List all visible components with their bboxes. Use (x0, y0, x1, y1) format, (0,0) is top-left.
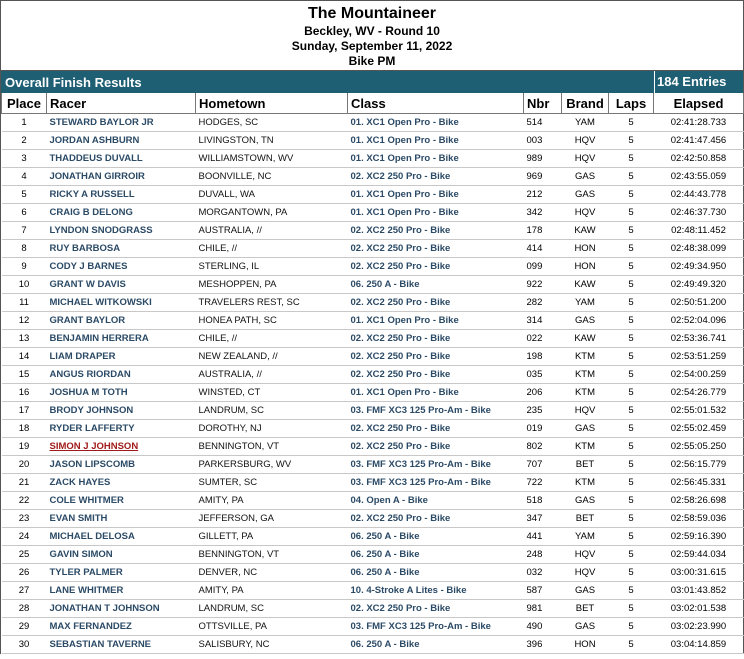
racer-name[interactable]: JORDAN ASHBURN (47, 132, 196, 150)
table-row (2, 420, 744, 438)
number-cell: 969 (524, 168, 562, 186)
elapsed-cell: 02:55:01.532 (654, 402, 744, 420)
brand-cell: KAW (562, 276, 609, 294)
class-cell[interactable]: 02. XC2 250 Pro - Bike (348, 240, 524, 258)
hometown-cell: BENNINGTON, VT (196, 546, 348, 564)
laps-cell: 5 (609, 222, 654, 240)
number-cell: 022 (524, 330, 562, 348)
number-cell: 099 (524, 258, 562, 276)
col-header-racer[interactable]: Racer (47, 93, 196, 114)
elapsed-cell: 02:58:26.698 (654, 492, 744, 510)
elapsed-cell: 02:58:59.036 (654, 510, 744, 528)
racer-name[interactable]: LIAM DRAPER (47, 348, 196, 366)
brand-cell: BET (562, 456, 609, 474)
laps-cell: 5 (609, 366, 654, 384)
place-cell: 21 (2, 474, 47, 492)
racer-name[interactable]: SIMON J JOHNSON (47, 438, 196, 456)
class-cell[interactable]: 02. XC2 250 Pro - Bike (348, 420, 524, 438)
event-session: Bike PM (348, 54, 396, 68)
place-cell: 22 (2, 492, 47, 510)
hometown-cell: MORGANTOWN, PA (196, 204, 348, 222)
racer-name[interactable]: LYNDON SNODGRASS (47, 222, 196, 240)
place-cell: 18 (2, 420, 47, 438)
laps-cell: 5 (609, 204, 654, 222)
number-cell: 178 (524, 222, 562, 240)
place-cell: 23 (2, 510, 47, 528)
event-header (1, 1, 743, 70)
laps-cell: 5 (609, 294, 654, 312)
col-header-class[interactable]: Class (348, 93, 524, 114)
class-cell[interactable]: 02. XC2 250 Pro - Bike (348, 348, 524, 366)
place-cell: 10 (2, 276, 47, 294)
brand-cell: HQV (562, 204, 609, 222)
table-row (2, 222, 744, 240)
place-cell: 24 (2, 528, 47, 546)
class-cell[interactable]: 02. XC2 250 Pro - Bike (348, 366, 524, 384)
table-row (2, 150, 744, 168)
racer-name[interactable]: BRODY JOHNSON (47, 402, 196, 420)
brand-cell: GAS (562, 168, 609, 186)
number-cell: 587 (524, 582, 562, 600)
racer-name[interactable]: SEBASTIAN TAVERNE (47, 636, 196, 654)
number-cell: 707 (524, 456, 562, 474)
brand-cell: GAS (562, 582, 609, 600)
hometown-cell: AMITY, PA (196, 582, 348, 600)
table-row (2, 546, 744, 564)
racer-name[interactable]: RUY BARBOSA (47, 240, 196, 258)
table-row (2, 114, 744, 132)
brand-cell: GAS (562, 492, 609, 510)
hometown-cell: AUSTRALIA, // (196, 222, 348, 240)
table-row (2, 168, 744, 186)
hometown-cell: AMITY, PA (196, 492, 348, 510)
place-cell: 9 (2, 258, 47, 276)
number-cell: 922 (524, 276, 562, 294)
brand-cell: BET (562, 510, 609, 528)
table-row (2, 348, 744, 366)
table-row (2, 456, 744, 474)
class-cell[interactable]: 01. XC1 Open Pro - Bike (348, 150, 524, 168)
number-cell: 032 (524, 564, 562, 582)
hometown-cell: LIVINGSTON, TN (196, 132, 348, 150)
table-row (2, 132, 744, 150)
laps-cell: 5 (609, 600, 654, 618)
results-table (1, 93, 744, 654)
class-cell[interactable]: 02. XC2 250 Pro - Bike (348, 258, 524, 276)
place-cell: 29 (2, 618, 47, 636)
table-row (2, 582, 744, 600)
place-cell: 26 (2, 564, 47, 582)
number-cell: 802 (524, 438, 562, 456)
table-row (2, 528, 744, 546)
elapsed-cell: 02:59:44.034 (654, 546, 744, 564)
elapsed-cell: 02:42:50.858 (654, 150, 744, 168)
elapsed-cell: 02:43:55.059 (654, 168, 744, 186)
elapsed-cell: 02:53:51.259 (654, 348, 744, 366)
laps-cell: 5 (609, 402, 654, 420)
place-cell: 20 (2, 456, 47, 474)
class-cell[interactable]: 06. 250 A - Bike (348, 546, 524, 564)
place-cell: 1 (2, 114, 47, 132)
class-cell[interactable]: 10. 4-Stroke A Lites - Bike (348, 582, 524, 600)
place-cell: 28 (2, 600, 47, 618)
laps-cell: 5 (609, 114, 654, 132)
brand-cell: YAM (562, 294, 609, 312)
brand-cell: HQV (562, 564, 609, 582)
number-cell: 490 (524, 618, 562, 636)
table-row (2, 258, 744, 276)
place-cell: 2 (2, 132, 47, 150)
number-cell: 347 (524, 510, 562, 528)
class-cell[interactable]: 03. FMF XC3 125 Pro-Am - Bike (348, 456, 524, 474)
brand-cell: YAM (562, 114, 609, 132)
laps-cell: 5 (609, 150, 654, 168)
racer-name[interactable]: CRAIG B DELONG (47, 204, 196, 222)
hometown-cell: WINSTED, CT (196, 384, 348, 402)
event-location-round: Beckley, WV - Round 10 (304, 24, 440, 38)
brand-cell: HQV (562, 132, 609, 150)
class-cell[interactable]: 01. XC1 Open Pro - Bike (348, 204, 524, 222)
laps-cell: 5 (609, 168, 654, 186)
class-cell[interactable]: 04. Open A - Bike (348, 492, 524, 510)
number-cell: 342 (524, 204, 562, 222)
class-cell[interactable]: 02. XC2 250 Pro - Bike (348, 294, 524, 312)
col-header-laps[interactable]: Laps (609, 93, 654, 114)
table-row (2, 366, 744, 384)
place-cell: 7 (2, 222, 47, 240)
class-cell[interactable]: 01. XC1 Open Pro - Bike (348, 132, 524, 150)
table-row (2, 384, 744, 402)
col-header-hometown[interactable]: Hometown (196, 93, 348, 114)
hometown-cell: SALISBURY, NC (196, 636, 348, 654)
place-cell: 8 (2, 240, 47, 258)
hometown-cell: LANDRUM, SC (196, 600, 348, 618)
number-cell: 206 (524, 384, 562, 402)
laps-cell: 5 (609, 258, 654, 276)
number-cell: 981 (524, 600, 562, 618)
class-cell[interactable]: 06. 250 A - Bike (348, 636, 524, 654)
racer-name[interactable]: STEWARD BAYLOR JR (47, 114, 196, 132)
laps-cell: 5 (609, 312, 654, 330)
class-cell[interactable]: 06. 250 A - Bike (348, 528, 524, 546)
elapsed-cell: 02:48:11.452 (654, 222, 744, 240)
elapsed-cell: 03:01:43.852 (654, 582, 744, 600)
number-cell: 441 (524, 528, 562, 546)
laps-cell: 5 (609, 348, 654, 366)
class-cell[interactable]: 02. XC2 250 Pro - Bike (348, 510, 524, 528)
place-cell: 11 (2, 294, 47, 312)
hometown-cell: DUVALL, WA (196, 186, 348, 204)
class-cell[interactable]: 02. XC2 250 Pro - Bike (348, 600, 524, 618)
elapsed-cell: 02:48:38.099 (654, 240, 744, 258)
brand-cell: KTM (562, 348, 609, 366)
racer-name[interactable]: JONATHAN GIRROIR (47, 168, 196, 186)
laps-cell: 5 (609, 132, 654, 150)
elapsed-cell: 02:50:51.200 (654, 294, 744, 312)
brand-cell: HQV (562, 150, 609, 168)
racer-name[interactable]: GRANT W DAVIS (47, 276, 196, 294)
elapsed-cell: 02:54:26.779 (654, 384, 744, 402)
place-cell: 30 (2, 636, 47, 654)
number-cell: 518 (524, 492, 562, 510)
number-cell: 314 (524, 312, 562, 330)
brand-cell: GAS (562, 186, 609, 204)
elapsed-cell: 02:59:16.390 (654, 528, 744, 546)
laps-cell: 5 (609, 186, 654, 204)
laps-cell: 5 (609, 528, 654, 546)
table-row (2, 492, 744, 510)
place-cell: 12 (2, 312, 47, 330)
brand-cell: KTM (562, 384, 609, 402)
racer-name[interactable]: JONATHAN T JOHNSON (47, 600, 196, 618)
table-row (2, 330, 744, 348)
laps-cell: 5 (609, 510, 654, 528)
table-row (2, 402, 744, 420)
class-cell[interactable]: 02. XC2 250 Pro - Bike (348, 222, 524, 240)
racer-name[interactable]: RICKY A RUSSELL (47, 186, 196, 204)
class-cell[interactable]: 01. XC1 Open Pro - Bike (348, 312, 524, 330)
brand-cell: BET (562, 600, 609, 618)
racer-name[interactable]: THADDEUS DUVALL (47, 150, 196, 168)
brand-cell: HON (562, 240, 609, 258)
brand-cell: HON (562, 258, 609, 276)
laps-cell: 5 (609, 456, 654, 474)
racer-name[interactable]: ZACK HAYES (47, 474, 196, 492)
brand-cell: HQV (562, 402, 609, 420)
place-cell: 16 (2, 384, 47, 402)
laps-cell: 5 (609, 636, 654, 654)
brand-cell: GAS (562, 312, 609, 330)
entries-count: 184 Entries (654, 71, 743, 93)
place-cell: 14 (2, 348, 47, 366)
racer-name[interactable]: ANGUS RIORDAN (47, 366, 196, 384)
table-row (2, 474, 744, 492)
place-cell: 25 (2, 546, 47, 564)
laps-cell: 5 (609, 582, 654, 600)
number-cell: 248 (524, 546, 562, 564)
elapsed-cell: 02:49:34.950 (654, 258, 744, 276)
place-cell: 17 (2, 402, 47, 420)
racer-name[interactable]: GAVIN SIMON (47, 546, 196, 564)
laps-cell: 5 (609, 492, 654, 510)
laps-cell: 5 (609, 420, 654, 438)
elapsed-cell: 03:00:31.615 (654, 564, 744, 582)
place-cell: 27 (2, 582, 47, 600)
brand-cell: HON (562, 636, 609, 654)
laps-cell: 5 (609, 438, 654, 456)
hometown-cell: SUMTER, SC (196, 474, 348, 492)
hometown-cell: STERLING, IL (196, 258, 348, 276)
racer-name[interactable]: JOSHUA M TOTH (47, 384, 196, 402)
number-cell: 198 (524, 348, 562, 366)
elapsed-cell: 02:56:45.331 (654, 474, 744, 492)
hometown-cell: BOONVILLE, NC (196, 168, 348, 186)
hometown-cell: CHILE, // (196, 240, 348, 258)
elapsed-cell: 03:02:23.990 (654, 618, 744, 636)
class-cell[interactable]: 02. XC2 250 Pro - Bike (348, 330, 524, 348)
class-cell[interactable]: 01. XC1 Open Pro - Bike (348, 114, 524, 132)
laps-cell: 5 (609, 330, 654, 348)
hometown-cell: PARKERSBURG, WV (196, 456, 348, 474)
class-cell[interactable]: 01. XC1 Open Pro - Bike (348, 384, 524, 402)
hometown-cell: NEW ZEALAND, // (196, 348, 348, 366)
elapsed-cell: 02:46:37.730 (654, 204, 744, 222)
racer-name[interactable]: LANE WHITMER (47, 582, 196, 600)
laps-cell: 5 (609, 276, 654, 294)
racer-name[interactable]: EVAN SMITH (47, 510, 196, 528)
table-row (2, 294, 744, 312)
brand-cell: KAW (562, 222, 609, 240)
class-cell[interactable]: 03. FMF XC3 125 Pro-Am - Bike (348, 474, 524, 492)
elapsed-cell: 02:55:05.250 (654, 438, 744, 456)
elapsed-cell: 03:04:14.859 (654, 636, 744, 654)
brand-cell: GAS (562, 420, 609, 438)
hometown-cell: MESHOPPEN, PA (196, 276, 348, 294)
hometown-cell: GILLETT, PA (196, 528, 348, 546)
laps-cell: 5 (609, 474, 654, 492)
place-cell: 6 (2, 204, 47, 222)
laps-cell: 5 (609, 618, 654, 636)
place-cell: 19 (2, 438, 47, 456)
racer-name[interactable]: MICHAEL DELOSA (47, 528, 196, 546)
elapsed-cell: 02:44:43.778 (654, 186, 744, 204)
hometown-cell: HODGES, SC (196, 114, 348, 132)
hometown-cell: WILLIAMSTOWN, WV (196, 150, 348, 168)
col-header-brand[interactable]: Brand (562, 93, 609, 114)
results-bar (1, 70, 743, 93)
hometown-cell: JEFFERSON, GA (196, 510, 348, 528)
number-cell: 989 (524, 150, 562, 168)
laps-cell: 5 (609, 384, 654, 402)
laps-cell: 5 (609, 564, 654, 582)
racer-name[interactable]: COLE WHITMER (47, 492, 196, 510)
hometown-cell: CHILE, // (196, 330, 348, 348)
number-cell: 235 (524, 402, 562, 420)
number-cell: 722 (524, 474, 562, 492)
racer-name[interactable]: BENJAMIN HERRERA (47, 330, 196, 348)
number-cell: 035 (524, 366, 562, 384)
table-row (2, 636, 744, 654)
brand-cell: KTM (562, 474, 609, 492)
class-cell[interactable]: 01. XC1 Open Pro - Bike (348, 186, 524, 204)
table-header-row (2, 93, 744, 114)
brand-cell: KTM (562, 438, 609, 456)
laps-cell: 5 (609, 546, 654, 564)
hometown-cell: AUSTRALIA, // (196, 366, 348, 384)
event-title: The Mountaineer (307, 5, 436, 22)
brand-cell: HQV (562, 546, 609, 564)
racer-name[interactable]: GRANT BAYLOR (47, 312, 196, 330)
table-row (2, 564, 744, 582)
hometown-cell: LANDRUM, SC (196, 402, 348, 420)
elapsed-cell: 02:52:04.096 (654, 312, 744, 330)
table-row (2, 510, 744, 528)
table-row (2, 600, 744, 618)
hometown-cell: DOROTHY, NJ (196, 420, 348, 438)
elapsed-cell: 02:49:49.320 (654, 276, 744, 294)
elapsed-cell: 02:54:00.259 (654, 366, 744, 384)
table-row (2, 276, 744, 294)
hometown-cell: HONEA PATH, SC (196, 312, 348, 330)
laps-cell: 5 (609, 240, 654, 258)
place-cell: 4 (2, 168, 47, 186)
number-cell: 019 (524, 420, 562, 438)
number-cell: 414 (524, 240, 562, 258)
number-cell: 282 (524, 294, 562, 312)
table-row (2, 312, 744, 330)
elapsed-cell: 03:02:01.538 (654, 600, 744, 618)
number-cell: 514 (524, 114, 562, 132)
class-cell[interactable]: 03. FMF XC3 125 Pro-Am - Bike (348, 618, 524, 636)
hometown-cell: TRAVELERS REST, SC (196, 294, 348, 312)
brand-cell: KAW (562, 330, 609, 348)
brand-cell: YAM (562, 528, 609, 546)
elapsed-cell: 02:55:02.459 (654, 420, 744, 438)
table-row (2, 240, 744, 258)
event-date: Sunday, September 11, 2022 (291, 39, 453, 53)
class-cell[interactable]: 02. XC2 250 Pro - Bike (348, 168, 524, 186)
racer-name[interactable]: MICHAEL WITKOWSKI (47, 294, 196, 312)
racer-name[interactable]: RYDER LAFFERTY (47, 420, 196, 438)
racer-name[interactable]: MAX FERNANDEZ (47, 618, 196, 636)
class-cell[interactable]: 02. XC2 250 Pro - Bike (348, 438, 524, 456)
class-cell[interactable]: 03. FMF XC3 125 Pro-Am - Bike (348, 402, 524, 420)
racer-name[interactable]: TYLER PALMER (47, 564, 196, 582)
col-header-elapsed[interactable]: Elapsed (654, 93, 744, 114)
hometown-cell: DENVER, NC (196, 564, 348, 582)
elapsed-cell: 02:53:36.741 (654, 330, 744, 348)
place-cell: 5 (2, 186, 47, 204)
table-row (2, 618, 744, 636)
table-row (2, 438, 744, 456)
results-label: Overall Finish Results (5, 74, 142, 90)
number-cell: 396 (524, 636, 562, 654)
racer-name[interactable]: CODY J BARNES (47, 258, 196, 276)
racer-name[interactable]: JASON LIPSCOMB (47, 456, 196, 474)
class-cell[interactable]: 06. 250 A - Bike (348, 276, 524, 294)
number-cell: 003 (524, 132, 562, 150)
col-header-nbr[interactable]: Nbr (524, 93, 562, 114)
place-cell: 3 (2, 150, 47, 168)
hometown-cell: OTTSVILLE, PA (196, 618, 348, 636)
class-cell[interactable]: 06. 250 A - Bike (348, 564, 524, 582)
brand-cell: GAS (562, 618, 609, 636)
hometown-cell: BENNINGTON, VT (196, 438, 348, 456)
table-row (2, 186, 744, 204)
number-cell: 212 (524, 186, 562, 204)
table-row (2, 204, 744, 222)
col-header-place[interactable]: Place (2, 93, 47, 114)
elapsed-cell: 02:56:15.779 (654, 456, 744, 474)
elapsed-cell: 02:41:28.733 (654, 114, 744, 132)
brand-cell: KTM (562, 366, 609, 384)
place-cell: 15 (2, 366, 47, 384)
elapsed-cell: 02:41:47.456 (654, 132, 744, 150)
place-cell: 13 (2, 330, 47, 348)
